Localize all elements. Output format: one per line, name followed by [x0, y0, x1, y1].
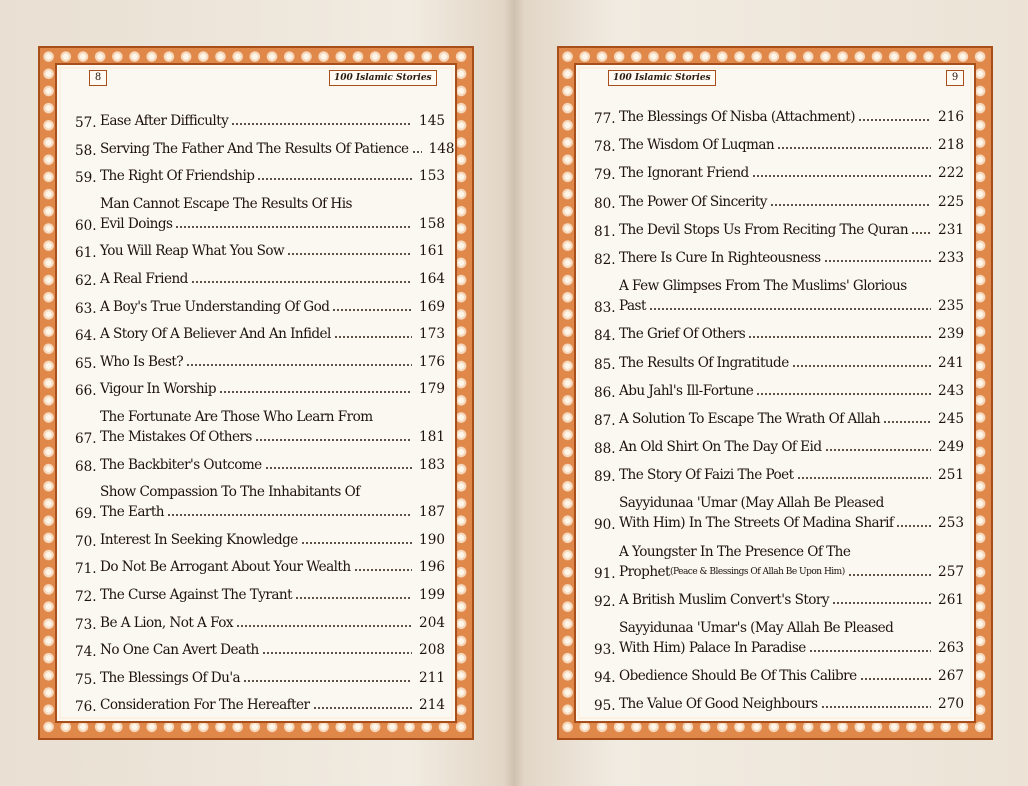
- toc-entry-number: 92.: [594, 593, 616, 610]
- toc-entry-page: 263: [938, 640, 964, 656]
- dot-leader: [860, 677, 931, 681]
- toc-entry-last-line: [100, 352, 445, 372]
- toc-entry: [75, 530, 445, 550]
- toc-entry-last-line: [619, 694, 964, 714]
- toc-entry-number: 81.: [594, 223, 616, 240]
- toc-entry-last-line: [619, 437, 964, 457]
- toc-entry: [75, 324, 445, 344]
- toc-entry-title: [619, 381, 964, 401]
- dot-leader: [821, 705, 931, 709]
- toc-entry: [75, 455, 445, 475]
- toc-entry-last-line: [100, 613, 445, 633]
- toc-entry-title: [619, 618, 964, 658]
- toc-entry: [594, 493, 964, 533]
- dot-leader: [792, 364, 931, 368]
- toc-entry-text: With Him) Palace In Paradise: [619, 640, 806, 656]
- toc-entry-title: [100, 379, 445, 399]
- toc-entry: [75, 482, 445, 522]
- toc-entry-page: 253: [938, 515, 964, 532]
- left-page: [38, 46, 474, 740]
- toc-entry-title: [100, 640, 445, 660]
- toc-entry-page: 222: [938, 165, 964, 182]
- toc-entry-text: The Curse Against The Tyrant: [100, 586, 293, 603]
- dot-leader: [191, 280, 412, 284]
- dot-leader: [832, 601, 931, 605]
- toc-entry: [75, 613, 445, 633]
- right-page-content: [574, 63, 976, 723]
- toc-entry-text: Consideration For The Hereafter: [100, 697, 310, 714]
- right-page: [557, 46, 993, 740]
- toc-entry-number: 91.: [594, 565, 616, 582]
- toc-entry-text: The Backbiter's Outcome: [100, 456, 262, 473]
- dot-leader: [825, 448, 932, 452]
- toc-entry-page: 183: [419, 456, 445, 473]
- toc-entry-title: [100, 352, 445, 372]
- toc-entry: [75, 139, 455, 159]
- toc-entry: [75, 166, 445, 186]
- toc-entry-page: 225: [938, 193, 964, 210]
- toc-entry-text: A Real Friend: [100, 270, 188, 287]
- toc-entry-text: A Solution To Escape The Wrath Of Allah: [619, 410, 881, 427]
- toc-entry-page: 158: [419, 215, 445, 232]
- dot-leader: [332, 308, 412, 312]
- toc-entry-number: 95.: [594, 698, 616, 715]
- toc-entry-text: The Mistakes Of Others: [100, 428, 252, 445]
- toc-entry-last-line: [619, 666, 964, 686]
- dot-leader: [752, 174, 931, 178]
- toc-entry-title: [100, 557, 445, 577]
- toc-entry-last-line: [619, 324, 964, 344]
- toc-entry-text: Show Compassion To The Inhabitants Of: [100, 484, 360, 501]
- toc-entry-text: Sayyidunaa 'Umar (May Allah Be Pleased: [619, 495, 884, 512]
- dot-leader: [809, 649, 931, 653]
- toc-entry: [75, 557, 445, 577]
- toc-entry-number: 88.: [594, 441, 616, 458]
- toc-entry-title: [619, 324, 964, 344]
- toc-entry-text: A British Muslim Convert's Story: [619, 591, 829, 608]
- dot-leader: [911, 231, 931, 235]
- toc-entry-last-line: [100, 166, 445, 186]
- toc-entry-last-line: [100, 379, 445, 399]
- toc-entry-title: [100, 324, 445, 344]
- toc-entry: [75, 297, 445, 317]
- toc-entry-title: [619, 220, 964, 240]
- toc-entry-number: 65.: [75, 355, 97, 372]
- dot-leader: [824, 259, 931, 263]
- toc-entry-page: 208: [419, 642, 445, 659]
- toc-entry-number: 62.: [75, 272, 97, 289]
- toc-entry-page: 173: [419, 326, 445, 343]
- toc-entry-page: 235: [938, 298, 964, 315]
- dot-leader: [186, 363, 412, 367]
- toc-entry-number: 80.: [594, 195, 616, 212]
- toc-entry-title: [100, 241, 445, 261]
- toc-entry-title: [619, 107, 964, 127]
- dot-leader: [287, 252, 412, 256]
- toc-entry-text: Past: [619, 298, 646, 315]
- toc-entry-number: 85.: [594, 356, 616, 373]
- toc-entry-number: 60.: [75, 217, 97, 234]
- toc-entry-title: [619, 465, 964, 485]
- toc-entry-last-line: [619, 409, 964, 429]
- toc-entry-number: 72.: [75, 588, 97, 605]
- toc-entry-text: Interest In Seeking Knowledge: [100, 531, 298, 548]
- toc-entry-number: 73.: [75, 616, 97, 633]
- toc-entry: [75, 194, 445, 234]
- toc-entry-number: 68.: [75, 458, 97, 475]
- toc-entry-text: The Value Of Good Neighbours: [619, 696, 818, 713]
- toc-entry-text: Serving The Father And The Results Of Patience: [100, 140, 409, 157]
- toc-entry-last-line: [100, 502, 445, 522]
- toc-entry-text: The Blessings Of Du'a: [100, 669, 241, 686]
- toc-entry-number: 74.: [75, 644, 97, 661]
- dot-leader: [313, 706, 413, 710]
- dot-leader: [649, 307, 931, 311]
- toc-entry-text: The Results Of Ingratitude: [619, 354, 789, 371]
- toc-entry-page: 190: [419, 531, 445, 548]
- toc-entry-number: 86.: [594, 384, 616, 401]
- toc-entry-number: 69.: [75, 506, 97, 523]
- toc-entry-last-line: [100, 530, 445, 550]
- dot-leader: [748, 335, 931, 339]
- toc-entry-line: [100, 407, 445, 427]
- toc-entry-page: 231: [938, 221, 964, 238]
- toc-entry-number: 76.: [75, 699, 97, 716]
- dot-leader: [257, 177, 412, 181]
- toc-entry-title: [100, 482, 445, 522]
- toc-entry-page: 218: [938, 137, 964, 154]
- toc-entry-page: 187: [419, 504, 445, 521]
- toc-entry: [594, 353, 964, 373]
- dot-leader: [797, 476, 931, 480]
- toc-entry-line: [100, 482, 445, 502]
- toc-entry-title: [619, 163, 964, 183]
- toc-entry-text: You Will Reap What You Sow: [100, 243, 285, 260]
- dot-leader: [770, 203, 931, 207]
- toc-entry-title: [100, 695, 445, 715]
- toc-entry-title: [100, 585, 445, 605]
- toc-entry-text: Who Is Best?: [100, 353, 184, 370]
- toc-entry-last-line: [100, 324, 445, 344]
- toc-entry-last-line: [619, 590, 964, 610]
- toc-entry-line: [619, 542, 964, 562]
- toc-entry-title: [619, 493, 964, 533]
- dot-leader: [777, 146, 931, 150]
- toc-entry-page: 267: [938, 668, 964, 685]
- dot-leader: [219, 390, 412, 394]
- toc-entry-title: [619, 542, 964, 582]
- toc-entry-number: 84.: [594, 328, 616, 345]
- toc-entry-number: 78.: [594, 139, 616, 156]
- toc-entry-last-line: [100, 214, 445, 234]
- dot-leader: [301, 541, 412, 545]
- toc-entry-last-line: [619, 638, 964, 658]
- toc-entry-page: 148: [428, 140, 455, 157]
- dot-leader: [255, 438, 412, 442]
- toc-entry-number: 79.: [594, 167, 616, 184]
- toc-entry-number: 67.: [75, 430, 97, 447]
- toc-entry-last-line: [619, 465, 964, 485]
- toc-entry-number: 57.: [75, 115, 97, 131]
- toc-entry-page: 211: [419, 669, 445, 686]
- toc-entry-last-line: [100, 241, 445, 261]
- toc-entry-text: Obedience Should Be Of This Calibre: [619, 668, 857, 685]
- toc-entry: [75, 585, 445, 605]
- toc-entry-title: [100, 166, 445, 186]
- left-page-number: 8: [89, 70, 107, 86]
- toc-entry-last-line: [100, 427, 445, 447]
- toc-entry: [75, 668, 445, 688]
- right-page-number: 9: [946, 70, 964, 86]
- toc-entry: [75, 269, 445, 289]
- toc-entry-page: 241: [938, 354, 964, 371]
- toc-entry-number: 93.: [594, 642, 616, 658]
- toc-entry-number: 77.: [594, 111, 616, 127]
- toc-entry-last-line: [619, 562, 964, 582]
- toc-entry-last-line: [619, 163, 964, 183]
- dot-leader: [883, 420, 931, 424]
- toc-entry-last-line: [619, 513, 964, 533]
- toc-entry: [75, 241, 445, 261]
- toc-entry-text: Be A Lion, Not A Fox: [100, 614, 233, 631]
- toc-entry-number: 89.: [594, 469, 616, 486]
- toc-entry-last-line: [100, 297, 445, 317]
- toc-entry-text: With Him) In The Streets Of Madina Sharif: [619, 515, 894, 532]
- dot-leader: [412, 150, 422, 154]
- toc-entry-text: An Old Shirt On The Day Of Eid: [619, 439, 822, 456]
- toc-entry-page: 176: [419, 353, 445, 370]
- toc-entry-text: A Youngster In The Presence Of The: [619, 543, 851, 560]
- dot-leader: [243, 679, 412, 683]
- toc-entry-title: [100, 111, 445, 131]
- toc-entry-last-line: [619, 220, 964, 240]
- toc-entry-last-line: [619, 296, 964, 316]
- toc-entry-text: No One Can Avert Death: [100, 642, 259, 659]
- toc-entry-page: 239: [938, 326, 964, 343]
- toc-entry-text: The Wisdom Of Luqman: [619, 137, 775, 154]
- dot-leader: [231, 122, 412, 126]
- left-running-head: 100 Islamic Stories: [329, 70, 437, 86]
- toc-entry-text: The Story Of Faizi The Poet: [619, 467, 794, 484]
- toc-entry: [594, 666, 964, 686]
- toc-entry: [594, 542, 964, 582]
- toc-entry-text: The Fortunate Are Those Who Learn From: [100, 408, 373, 425]
- toc-entry-last-line: [619, 353, 964, 373]
- toc-entry: [594, 135, 964, 155]
- toc-entry-text: The Power Of Sincerity: [619, 193, 767, 210]
- toc-entry: [594, 192, 964, 212]
- toc-entry-last-line: [100, 585, 445, 605]
- dot-leader: [354, 568, 412, 572]
- toc-entry-text: Do Not Be Arrogant About Your Wealth: [100, 559, 351, 576]
- toc-entry: [594, 276, 964, 316]
- toc-entry-title: [619, 276, 964, 316]
- toc-entry-page: 181: [419, 428, 445, 445]
- toc-entry-text: The Ignorant Friend: [619, 165, 749, 182]
- toc-entry-title: [100, 455, 445, 475]
- toc-entry-text: Ease After Difficulty: [100, 113, 229, 129]
- toc-entry-title: [619, 192, 964, 212]
- dot-leader: [756, 392, 931, 396]
- toc-entry-text: Evil Doings: [100, 215, 173, 232]
- toc-entry-page: 249: [938, 439, 964, 456]
- dot-leader: [858, 118, 931, 122]
- toc-entry-page: 169: [419, 298, 445, 315]
- toc-entry: [594, 465, 964, 485]
- toc-entry-number: 75.: [75, 671, 97, 688]
- toc-entry: [75, 407, 445, 447]
- toc-entry-last-line: [100, 668, 445, 688]
- toc-entry: [594, 590, 964, 610]
- toc-entry-page: 257: [938, 563, 964, 580]
- toc-entry-number: 59.: [75, 170, 97, 187]
- right-running-head: 100 Islamic Stories: [608, 70, 716, 86]
- toc-entry-number: 61.: [75, 245, 97, 262]
- toc-entry: [594, 437, 964, 457]
- toc-entry-last-line: [100, 557, 445, 577]
- toc-entry-page: 179: [419, 381, 445, 398]
- toc-entry-page: 204: [419, 614, 445, 631]
- toc-entry: [594, 324, 964, 344]
- toc-entry-page: 164: [419, 270, 445, 287]
- toc-entry-number: 58.: [75, 142, 97, 159]
- toc-entry-title: [619, 590, 964, 610]
- toc-entry-title: [619, 666, 964, 686]
- toc-entry: [594, 694, 964, 714]
- toc-entry: [75, 640, 445, 660]
- left-toc-list: [75, 111, 455, 723]
- toc-entry-title: [100, 530, 445, 550]
- toc-entry-line: [619, 276, 964, 296]
- toc-entry-number: 70.: [75, 533, 97, 550]
- toc-entry: [75, 379, 445, 399]
- toc-entry-title: [619, 694, 964, 714]
- toc-entry-page: 243: [938, 382, 964, 399]
- toc-entry-number: 83.: [594, 300, 616, 317]
- toc-entry-text: The Right Of Friendship: [100, 168, 255, 185]
- toc-entry-line: [619, 493, 964, 513]
- toc-entry-title: [100, 613, 445, 633]
- toc-entry-line: [100, 194, 445, 214]
- toc-entry-number: 90.: [594, 517, 616, 534]
- toc-entry-last-line: [100, 111, 445, 131]
- toc-entry-number: 71.: [75, 561, 97, 578]
- toc-entry-title: [619, 353, 964, 373]
- toc-entry-page: 196: [419, 559, 445, 576]
- toc-entry-title: [619, 248, 964, 268]
- dot-leader: [236, 624, 412, 628]
- toc-entry-title: [619, 409, 964, 429]
- toc-entry-text: A Boy's True Understanding Of God: [100, 298, 330, 315]
- toc-entry-last-line: [100, 640, 445, 660]
- toc-entry: [75, 111, 445, 131]
- toc-entry-text: Vigour In Worship: [100, 381, 216, 398]
- toc-entry-last-line: [100, 455, 445, 475]
- dot-leader: [334, 335, 412, 339]
- toc-entry-last-line: [100, 695, 445, 715]
- toc-entry-text: The Earth: [100, 504, 164, 521]
- toc-entry-text: A Story Of A Believer And An Infidel: [100, 326, 331, 343]
- toc-entry-text: A Few Glimpses From The Muslims' Glorious: [619, 278, 907, 295]
- toc-entry-page: 199: [419, 586, 445, 603]
- toc-entry-text: Abu Jahl's Ill-Fortune: [619, 382, 754, 399]
- toc-entry: [594, 618, 964, 658]
- toc-entry-last-line: [619, 381, 964, 401]
- toc-entry: [594, 220, 964, 240]
- toc-entry-number: 63.: [75, 300, 97, 317]
- toc-entry: [594, 163, 964, 183]
- toc-entry-page: 270: [938, 696, 964, 713]
- toc-entry-text: The Grief Of Others: [619, 326, 746, 343]
- toc-entry-title: [100, 139, 455, 159]
- toc-entry-page: 214: [419, 697, 445, 714]
- toc-entry-number: 82.: [594, 251, 616, 268]
- toc-entry-last-line: [619, 135, 964, 155]
- toc-entry: [594, 381, 964, 401]
- toc-entry-text: Prophet: [619, 563, 670, 580]
- toc-entry-title: [100, 668, 445, 688]
- toc-entry-page: 245: [938, 410, 964, 427]
- toc-entry: [594, 409, 964, 429]
- toc-entry-title: [100, 269, 445, 289]
- left-page-content: [55, 63, 457, 723]
- toc-entry-text: Man Cannot Escape The Results Of His: [100, 195, 352, 212]
- toc-entry-number: 87.: [594, 412, 616, 429]
- toc-entry-last-line: [619, 107, 964, 127]
- toc-entry-note: (Peace & Blessings Of Allah Be Upon Him): [669, 566, 845, 577]
- toc-entry-page: 251: [938, 467, 964, 484]
- toc-entry-title: [100, 194, 445, 234]
- toc-entry-number: 66.: [75, 383, 97, 400]
- toc-entry-page: 233: [938, 249, 964, 266]
- toc-entry-last-line: [619, 192, 964, 212]
- toc-entry-text: There Is Cure In Righteousness: [619, 249, 821, 266]
- toc-entry-number: 64.: [75, 328, 97, 345]
- toc-entry: [75, 695, 445, 715]
- toc-entry-page: 216: [938, 109, 964, 125]
- toc-entry-title: [100, 407, 445, 447]
- toc-entry-text: The Blessings Of Nisba (Attachment): [619, 109, 855, 125]
- toc-entry-last-line: [619, 248, 964, 268]
- dot-leader: [265, 466, 412, 470]
- toc-entry-line: [619, 618, 964, 638]
- dot-leader: [848, 573, 931, 577]
- toc-entry-last-line: [100, 269, 445, 289]
- dot-leader: [167, 513, 412, 517]
- toc-entry-page: 161: [419, 243, 445, 260]
- toc-entry: [594, 107, 964, 127]
- dot-leader: [262, 651, 412, 655]
- dot-leader: [175, 225, 412, 229]
- toc-entry-page: 261: [938, 591, 964, 608]
- dot-leader: [295, 596, 412, 600]
- toc-entry-page: 153: [419, 168, 445, 185]
- toc-entry-title: [619, 135, 964, 155]
- toc-entry-text: The Devil Stops Us From Reciting The Quran: [619, 221, 909, 238]
- toc-entry-number: 94.: [594, 670, 616, 687]
- toc-entry-page: 145: [419, 113, 445, 129]
- toc-entry: [594, 248, 964, 268]
- toc-entry-title: [619, 437, 964, 457]
- toc-entry: [75, 352, 445, 372]
- toc-entry-title: [100, 297, 445, 317]
- toc-entry-last-line: [100, 139, 455, 159]
- dot-leader: [896, 524, 931, 528]
- toc-entry-text: Sayyidunaa 'Umar's (May Allah Be Pleased: [619, 620, 894, 636]
- right-toc-list: [594, 107, 964, 723]
